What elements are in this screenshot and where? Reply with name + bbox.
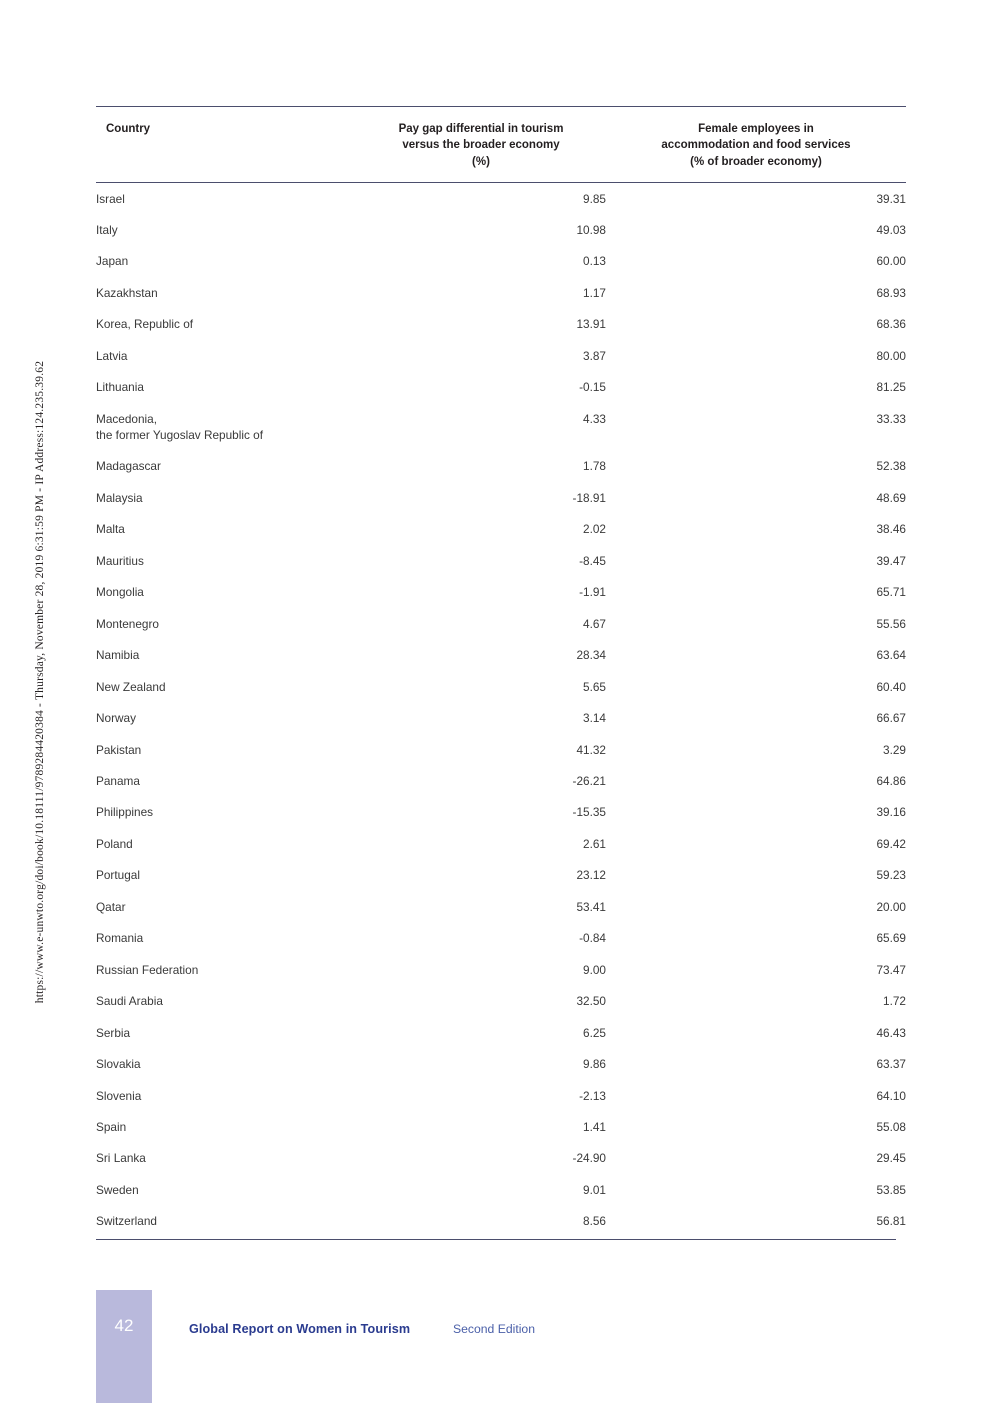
cell-pay-gap: 5.65 xyxy=(583,679,606,694)
cell-female-employees: 55.56 xyxy=(876,616,906,631)
cell-female-employees: 68.93 xyxy=(876,285,906,300)
cell-pay-gap: 1.41 xyxy=(583,1119,606,1134)
table-row xyxy=(96,640,906,671)
table-row xyxy=(96,608,906,639)
cell-pay-gap: 1.17 xyxy=(583,285,606,300)
cell-pay-gap: 23.12 xyxy=(576,868,606,883)
cell-country: Israel xyxy=(96,191,125,206)
table-row xyxy=(96,1174,906,1205)
cell-country: Japan xyxy=(96,254,129,269)
cell-pay-gap: 0.13 xyxy=(583,254,606,269)
cell-country: Mauritius xyxy=(96,553,144,568)
cell-country: Kazakhstan xyxy=(96,285,158,300)
table-row xyxy=(96,1111,906,1142)
pay-gap-table xyxy=(96,106,906,1237)
table-row xyxy=(96,828,906,859)
cell-country: Norway xyxy=(96,711,136,726)
table-row xyxy=(96,1048,906,1079)
cell-pay-gap: -2.13 xyxy=(579,1088,606,1103)
cell-pay-gap: 32.50 xyxy=(576,994,606,1009)
table-row xyxy=(96,340,906,371)
table-row xyxy=(96,1080,906,1111)
cell-female-employees: 64.10 xyxy=(876,1088,906,1103)
cell-pay-gap: 53.41 xyxy=(576,899,606,914)
cell-female-employees: 63.37 xyxy=(876,1057,906,1072)
cell-pay-gap: 28.34 xyxy=(576,648,606,663)
page-number-box xyxy=(96,1290,152,1403)
cell-female-employees: 29.45 xyxy=(876,1151,906,1166)
table-header-row xyxy=(96,107,906,183)
table-row xyxy=(96,545,906,576)
cell-pay-gap: 9.86 xyxy=(583,1057,606,1072)
table-row xyxy=(96,1143,906,1174)
cell-pay-gap: -8.45 xyxy=(579,553,606,568)
cell-country: Serbia xyxy=(96,1025,131,1040)
cell-pay-gap: 3.14 xyxy=(583,711,606,726)
cell-country: Macedonia, the former Yugoslav Republic of xyxy=(96,411,263,443)
footer-report-title: Global Report on Women in Tourism xyxy=(189,1322,411,1336)
cell-country: Slovenia xyxy=(96,1088,142,1103)
page-number: 42 xyxy=(114,1316,134,1335)
column-header-country xyxy=(96,107,356,183)
column-header-pay-gap-line1: Pay gap differential in tourism xyxy=(398,123,564,135)
cell-female-employees: 39.47 xyxy=(876,553,906,568)
watermark-text: https://www.e-unwto.org/doi/book/10.18111/9789284420384 - Thursday, November 28, 2019 6:31:59 PM - IP Address:124.235.39.62 xyxy=(34,360,46,1004)
cell-pay-gap: 2.61 xyxy=(583,836,606,851)
column-header-female-line3: (% of broader economy) xyxy=(690,155,822,168)
cell-country: Poland xyxy=(96,836,133,851)
cell-country: Saudi Arabia xyxy=(96,994,163,1009)
cell-pay-gap: 4.67 xyxy=(583,616,606,631)
table-row xyxy=(96,986,906,1017)
table-row xyxy=(96,277,906,308)
table-row xyxy=(96,1206,906,1237)
table-row xyxy=(96,671,906,702)
cell-country: Romania xyxy=(96,931,144,946)
column-header-pay-gap-line2: versus the broader economy xyxy=(402,139,560,152)
cell-pay-gap: 1.78 xyxy=(583,459,606,474)
cell-country: Philippines xyxy=(96,805,154,820)
cell-pay-gap: 9.85 xyxy=(583,191,606,206)
cell-pay-gap: 3.87 xyxy=(583,348,606,363)
cell-pay-gap: 10.98 xyxy=(576,223,606,238)
table-row xyxy=(96,577,906,608)
cell-pay-gap: -15.35 xyxy=(572,805,606,820)
table-bottom-rule xyxy=(96,1239,896,1240)
cell-country: Portugal xyxy=(96,868,140,883)
cell-country: Sri Lanka xyxy=(96,1151,146,1166)
cell-female-employees: 38.46 xyxy=(876,522,906,537)
table-row xyxy=(96,182,906,214)
cell-country: New Zealand xyxy=(96,679,166,694)
cell-country: Lithuania xyxy=(96,380,144,395)
table-body xyxy=(96,182,906,1237)
cell-female-employees: 80.00 xyxy=(876,348,906,363)
cell-country: Panama xyxy=(96,774,140,788)
cell-female-employees: 56.81 xyxy=(876,1214,906,1229)
cell-pay-gap: 9.00 xyxy=(583,962,606,977)
cell-pay-gap: -24.90 xyxy=(572,1151,606,1166)
table-row xyxy=(96,923,906,954)
cell-pay-gap: -26.21 xyxy=(572,774,606,788)
column-header-country-label: Country xyxy=(106,123,151,135)
cell-pay-gap: 4.33 xyxy=(583,411,606,426)
table-row xyxy=(96,246,906,277)
data-table-container xyxy=(96,106,906,1240)
cell-country: Madagascar xyxy=(96,459,161,474)
cell-female-employees: 63.64 xyxy=(876,648,906,663)
table-row xyxy=(96,954,906,985)
cell-country: Namibia xyxy=(96,648,140,663)
cell-country: Spain xyxy=(96,1119,127,1134)
table-row xyxy=(96,765,906,796)
cell-pay-gap: 2.02 xyxy=(583,522,606,537)
cell-female-employees: 39.16 xyxy=(876,805,906,820)
cell-female-employees: 66.67 xyxy=(876,711,906,726)
table-row xyxy=(96,797,906,828)
cell-female-employees: 46.43 xyxy=(876,1025,906,1040)
cell-female-employees: 55.08 xyxy=(876,1119,906,1134)
column-header-female-employees xyxy=(606,107,906,183)
column-header-female-line2: accommodation and food services xyxy=(661,139,851,152)
cell-female-employees: 59.23 xyxy=(876,868,906,883)
page-footer xyxy=(96,1290,896,1403)
cell-female-employees: 49.03 xyxy=(876,223,906,238)
cell-pay-gap: -1.91 xyxy=(579,585,606,600)
column-header-pay-gap-line3: (%) xyxy=(472,155,490,168)
table-row xyxy=(96,734,906,765)
table-row xyxy=(96,514,906,545)
cell-female-employees: 39.31 xyxy=(876,191,906,206)
cell-pay-gap: -0.84 xyxy=(579,931,606,946)
cell-country: Latvia xyxy=(96,348,128,363)
column-header-female-line1: Female employees in xyxy=(698,123,814,135)
cell-country: Switzerland xyxy=(96,1214,157,1229)
cell-female-employees: 68.36 xyxy=(876,317,906,332)
cell-female-employees: 73.47 xyxy=(876,962,906,977)
cell-female-employees: 69.42 xyxy=(876,836,906,851)
cell-country: Pakistan xyxy=(96,742,142,757)
cell-female-employees: 64.86 xyxy=(876,774,906,788)
cell-female-employees: 52.38 xyxy=(876,459,906,474)
cell-female-employees: 60.00 xyxy=(876,254,906,269)
cell-female-employees: 60.40 xyxy=(876,679,906,694)
cell-pay-gap: -0.15 xyxy=(579,380,606,395)
cell-female-employees: 53.85 xyxy=(876,1182,906,1197)
table-row xyxy=(96,309,906,340)
cell-female-employees: 3.29 xyxy=(883,742,906,757)
cell-female-employees: 65.71 xyxy=(876,585,906,600)
table-row xyxy=(96,1017,906,1048)
cell-pay-gap: -18.91 xyxy=(572,490,606,505)
table-header xyxy=(96,107,906,183)
cell-pay-gap: 13.91 xyxy=(576,317,606,332)
table-row xyxy=(96,891,906,922)
cell-pay-gap: 8.56 xyxy=(583,1214,606,1229)
column-header-pay-gap xyxy=(356,107,606,183)
cell-country: Korea, Republic of xyxy=(96,317,194,332)
cell-female-employees: 65.69 xyxy=(876,931,906,946)
cell-female-employees: 33.33 xyxy=(876,411,906,426)
cell-pay-gap: 6.25 xyxy=(583,1025,606,1040)
table-row xyxy=(96,372,906,403)
cell-country: Malta xyxy=(96,522,125,537)
table-row xyxy=(96,403,906,451)
cell-female-employees: 20.00 xyxy=(876,899,906,914)
cell-country: Slovakia xyxy=(96,1057,141,1072)
cell-country: Russian Federation xyxy=(96,962,199,977)
cell-female-employees: 81.25 xyxy=(876,380,906,395)
cell-pay-gap: 9.01 xyxy=(583,1182,606,1197)
cell-country: Malaysia xyxy=(96,490,143,505)
cell-female-employees: 48.69 xyxy=(876,490,906,505)
cell-country: Qatar xyxy=(96,899,126,914)
cell-country: Sweden xyxy=(96,1182,139,1197)
table-row xyxy=(96,482,906,513)
cell-female-employees: 1.72 xyxy=(883,994,906,1009)
table-row xyxy=(96,451,906,482)
footer-edition: Second Edition xyxy=(453,1322,535,1336)
cell-pay-gap: 41.32 xyxy=(576,742,606,757)
watermark-sidebar xyxy=(0,0,46,1403)
table-row xyxy=(96,214,906,245)
table-row xyxy=(96,703,906,734)
cell-country: Montenegro xyxy=(96,616,159,631)
cell-country: Italy xyxy=(96,223,118,238)
table-row xyxy=(96,860,906,891)
cell-country: Mongolia xyxy=(96,585,144,600)
